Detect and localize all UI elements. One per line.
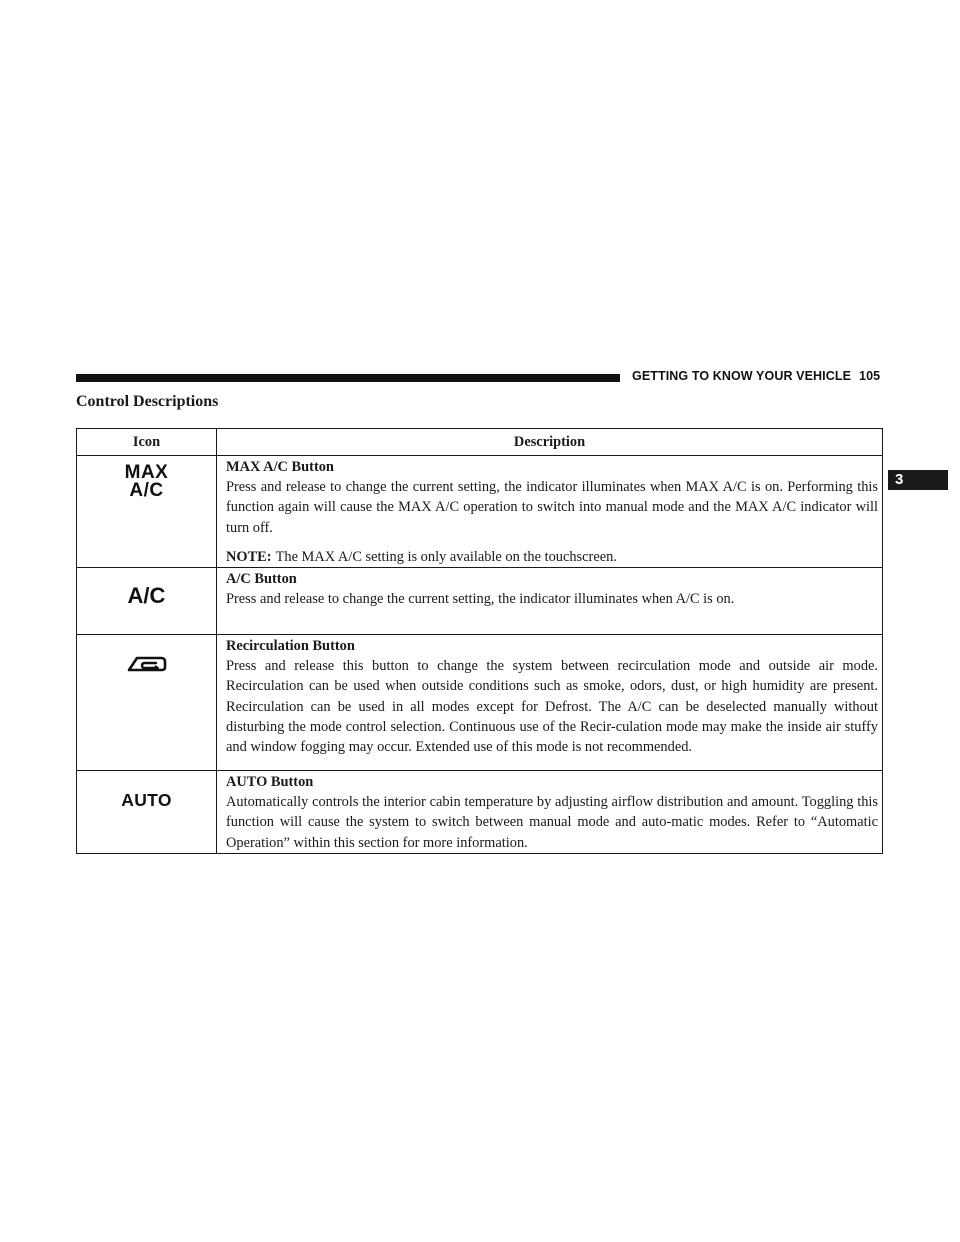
header-rule — [76, 374, 620, 382]
row-text: Press and release to change the current setting, the indicator illuminates when A/C is on. — [226, 591, 735, 608]
row-note — [226, 547, 878, 567]
control-descriptions-table — [76, 428, 883, 854]
row-text: Press and release this button to change the system between recirculation mode and outside air mode. Recirculation can be used when outside conditions such as smoke, odors, dust, or high humidity are present. Recirculation can be used in all modes except for Defrost. The A/C can be deselected manually without disturbing the mode control selection. Continuous use of the Recir-culation mode may make the inside air stuffy and window fogging may occur. Extended use of this mode is not recommended. — [226, 658, 878, 756]
icon-cell — [77, 456, 217, 568]
auto-icon: AUTO — [121, 790, 172, 811]
section-title: Control Descriptions — [76, 393, 219, 410]
table-row — [77, 568, 883, 635]
description-cell — [217, 568, 883, 635]
max-ac-icon — [77, 464, 216, 500]
row-text: Press and release to change the current setting, the indicator illuminates when MAX A/C is on. Performing this function again will cause the MAX A/C operation to switch into manual mode and the MAX A/C indicator will turn off. — [226, 479, 878, 536]
note-text: The MAX A/C setting is only available on the touchscreen. — [275, 548, 617, 565]
row-title: Recirculation Button — [226, 638, 355, 655]
ac-icon: A/C — [127, 583, 166, 609]
row-title: A/C Button — [226, 571, 297, 588]
icon-cell — [77, 771, 217, 854]
recirculation-icon — [77, 653, 216, 681]
icon-cell — [77, 635, 217, 771]
max-ac-icon-line-2: A/C — [129, 480, 164, 501]
chapter-tab: 3 — [888, 470, 948, 490]
column-header-description: Description — [217, 429, 883, 456]
header-section-title: GETTING TO KNOW YOUR VEHICLE — [632, 369, 852, 383]
icon-cell — [77, 568, 217, 635]
row-title: MAX A/C Button — [226, 459, 334, 475]
note-label: NOTE: — [226, 548, 272, 565]
description-cell — [217, 635, 883, 771]
table-row — [77, 635, 883, 771]
max-ac-icon-line-1: MAX — [124, 462, 169, 483]
description-cell — [217, 771, 883, 854]
column-header-icon: Icon — [77, 429, 217, 456]
table-row — [77, 771, 883, 854]
table-row — [77, 456, 883, 568]
row-title: AUTO Button — [226, 774, 314, 791]
page-number: 105 — [859, 369, 881, 383]
table-header-row — [77, 429, 883, 456]
description-cell — [217, 456, 883, 568]
row-text: Automatically controls the interior cabin temperature by adjusting airflow distribution and amount. Toggling this function will cause the system to switch between manual mode and auto-matic modes. Refer to “Automatic Operation” within this section for more information. — [226, 794, 878, 851]
running-header — [632, 369, 880, 383]
